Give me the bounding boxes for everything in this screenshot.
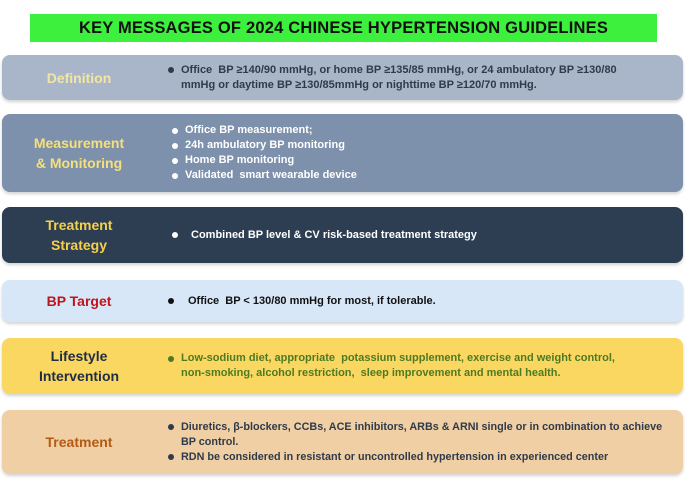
target-content — [168, 280, 675, 322]
bullet-icon — [168, 298, 174, 304]
definition-row — [2, 55, 683, 100]
bullet-icon — [172, 158, 178, 164]
measurement-label-line-1: Measurement — [33, 135, 125, 151]
definition-text-line-1: Office BP ≥140/90 mmHg, or home BP ≥135/85 mmHg, or 24 ambulatory BP ≥130/80 — [181, 63, 617, 76]
lifestyle-row — [2, 338, 683, 394]
lifestyle-label — [2, 338, 156, 394]
measurement-item: 24h ambulatory BP monitoring — [185, 139, 345, 151]
bullet-icon — [172, 128, 178, 134]
target-row — [2, 280, 683, 322]
list-item — [172, 228, 675, 243]
definition-label-text: Definition — [46, 69, 112, 86]
treatment-row — [2, 410, 683, 474]
treatment-text-bullet-2: RDN be considered in resistant or uncontrolled hypertension in experienced center — [181, 450, 609, 463]
list-item — [172, 123, 675, 138]
list-item — [168, 420, 675, 435]
strategy-text: Combined BP level & CV risk-based treatment strategy — [191, 228, 477, 241]
measurement-content — [172, 114, 675, 192]
definition-text-line-2: mmHg or daytime BP ≥130/85mmHg or nighttime BP ≥120/70 mmHg. — [181, 78, 537, 91]
list-item — [168, 294, 675, 309]
measurement-label-line-2: & Monitoring — [35, 155, 123, 171]
bullet-icon — [168, 356, 174, 362]
treatment-content — [168, 410, 675, 474]
target-label — [2, 280, 156, 322]
treatment-label-text: Treatment — [45, 434, 113, 450]
list-item — [172, 153, 675, 168]
strategy-label-line-1: Treatment — [45, 217, 113, 233]
measurement-item: Office BP measurement; — [185, 124, 313, 136]
lifestyle-label-line-2: Intervention — [38, 368, 120, 384]
measurement-item: Validated smart wearable device — [185, 169, 357, 181]
treatment-text-line-2: BP control. — [181, 435, 239, 448]
measurement-row — [2, 114, 683, 192]
strategy-row — [2, 207, 683, 263]
strategy-label-line-2: Strategy — [50, 237, 108, 253]
bullet-icon — [168, 454, 174, 460]
title-banner — [30, 14, 657, 42]
definition-content — [168, 55, 675, 100]
treatment-label — [2, 410, 156, 474]
bullet-icon — [172, 232, 178, 238]
target-text: Office BP < 130/80 mmHg for most, if tolerable. — [188, 294, 436, 307]
measurement-label — [2, 114, 156, 192]
treatment-text-line-1: Diuretics, β-blockers, CCBs, ACE inhibitors, ARBs & ARNI single or in combination to achieve — [181, 420, 663, 433]
strategy-content — [172, 207, 675, 263]
bullet-icon — [172, 173, 178, 179]
list-item — [172, 168, 675, 183]
list-item — [172, 138, 675, 153]
page-title: KEY MESSAGES OF 2024 CHINESE HYPERTENSION GUIDELINES — [78, 18, 609, 37]
lifestyle-text-line-2: non-smoking, alcohol restriction, sleep improvement and mental health. — [181, 367, 561, 379]
measurement-item: Home BP monitoring — [185, 154, 295, 166]
list-item — [168, 450, 675, 465]
bullet-icon — [168, 67, 174, 73]
list-item — [168, 63, 675, 78]
bullet-icon — [172, 143, 178, 149]
list-item — [168, 351, 675, 366]
bullet-icon — [168, 424, 174, 430]
lifestyle-text-line-1: Low-sodium diet, appropriate potassium supplement, exercise and weight control, — [181, 352, 615, 364]
strategy-label — [2, 207, 156, 263]
lifestyle-content — [168, 338, 675, 394]
definition-label — [2, 55, 156, 100]
target-label-text: BP Target — [46, 293, 112, 309]
lifestyle-label-line-1: Lifestyle — [50, 348, 108, 364]
